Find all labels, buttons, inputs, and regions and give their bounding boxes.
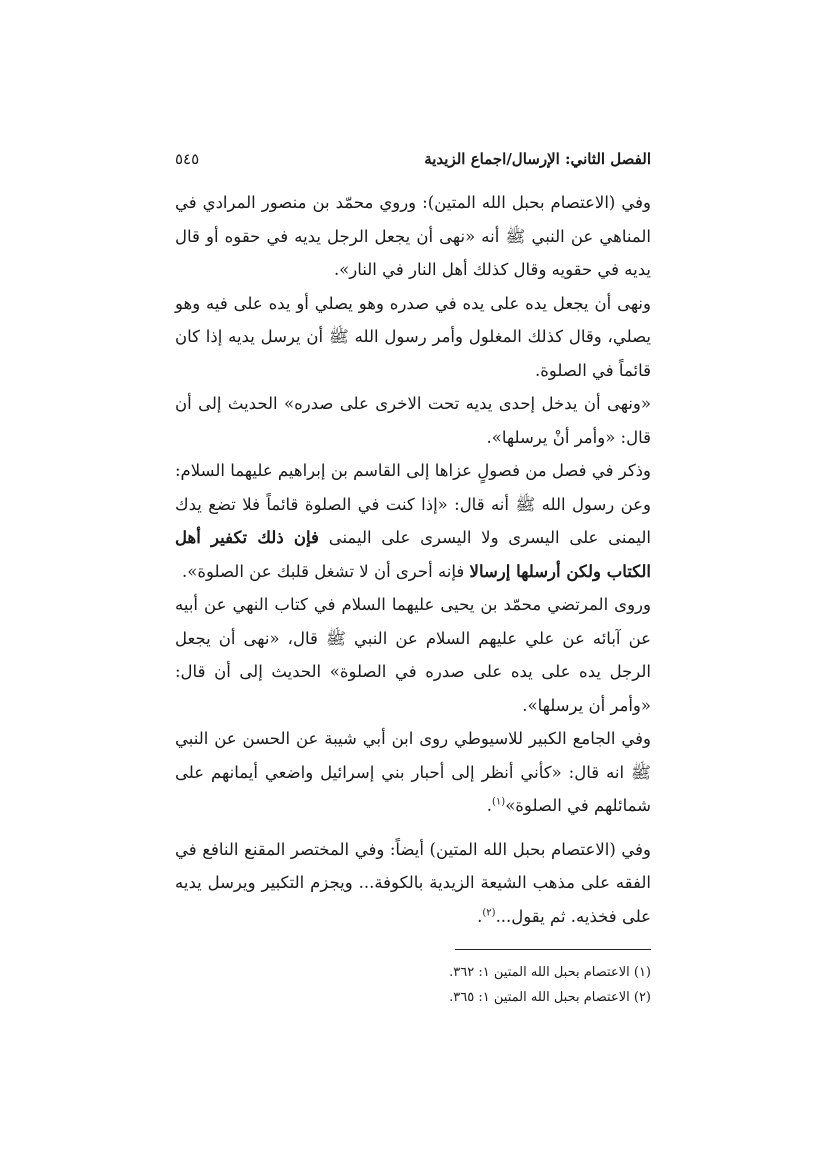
- bold-phrase: فإن ذلك تكفير أهل الكتاب ولكن أرسلها إرسالا: [175, 528, 651, 581]
- document-page: [175, 150, 651, 1010]
- paragraph-4-tail: فإنه أحرى أن لا تشغل قلبك عن الصلوة».: [182, 561, 465, 581]
- paragraph-5: وروى المرتضي محمّد بن يحيى عليهما السلام في كتاب النهي عن أبيه عن آبائه عن علي عليهم السلام عن النبي ﷺ قال، «نهى أن يجعل الرجل يده على يده على صدره في الصلوة» الحديث إلى أن قال: «وأمر أن يرسلها».: [175, 595, 651, 715]
- footnote-separator: [455, 949, 651, 950]
- page-number: ٥٤٥: [175, 150, 200, 168]
- running-header: [175, 150, 651, 186]
- spacer: [175, 823, 651, 833]
- footnote-2: (٢) الاعتصام بحبل الله المتين ١: ٣٦٥.: [449, 990, 651, 1005]
- paragraph-1: وفي (الاعتصام بحبل الله المتين): وروي محمّد بن منصور المرادي في المناهي عن النبي ﷺ أنه «نهى أن يجعل الرجل يديه في حقوه أو قال يديه في حقويه وقال كذلك أهل النار في النار».: [175, 193, 651, 279]
- paragraph-4-text: وذكر في فصل من فصولٍ عزاها إلى القاسم بن إبراهيم عليهما السلام: وعن رسول الله ﷺ أنه قال: «إذا كنت في الصلوة قائماً فلا تضع يدك اليمنى على اليسرى ولا اليسرى على اليمنى: [175, 461, 652, 547]
- paragraph-7: [175, 833, 651, 934]
- footnote-1: (١) الاعتصام بحبل الله المتين ١: ٣٦٢.: [449, 965, 651, 980]
- paragraph-6-end: .: [486, 796, 492, 815]
- paragraph-4: [175, 454, 651, 588]
- paragraph-3: «ونهى أن يدخل إحدى يديه تحت الاخرى على صدره» الحديث إلى أن قال: «وأمر أنْ يرسلها».: [175, 394, 651, 447]
- chapter-title: الفصل الثاني: الإرسال/اجماع الزيدية: [424, 150, 651, 168]
- paragraph-7-text: وفي (الاعتصام بحبل الله المتين) أيضاً: وفي المختصر المقنع النافع في الفقه على مذهب الشيعة الزيدية بالكوفة... ويجزم التكبير ويرسل يديه على فخذيه. ثم يقول...: [175, 839, 651, 926]
- paragraph-6: [175, 722, 651, 823]
- paragraph-6-text: وفي الجامع الكبير للاسيوطي روى ابن أبي شيبة عن الحسن عن النبي ﷺ انه قال: «كأني أنظر إلى أحبار بني إسرائيل واضعي أيمانهم على شمائلهم في الصلوة»: [175, 729, 651, 815]
- footnote-marker-1[interactable]: (١): [492, 796, 506, 808]
- paragraph-7-end: .: [477, 906, 483, 926]
- footnote-marker-2[interactable]: (٢): [482, 907, 496, 918]
- paragraph-2: ونهى أن يجعل يده على يده في صدره وهو يصلي أو يده على فيه وهو يصلي، وقال كذلك المغلول وأمر رسول الله ﷺ أن يرسل يديه إذا كان قائماً في الصلوة.: [175, 293, 651, 380]
